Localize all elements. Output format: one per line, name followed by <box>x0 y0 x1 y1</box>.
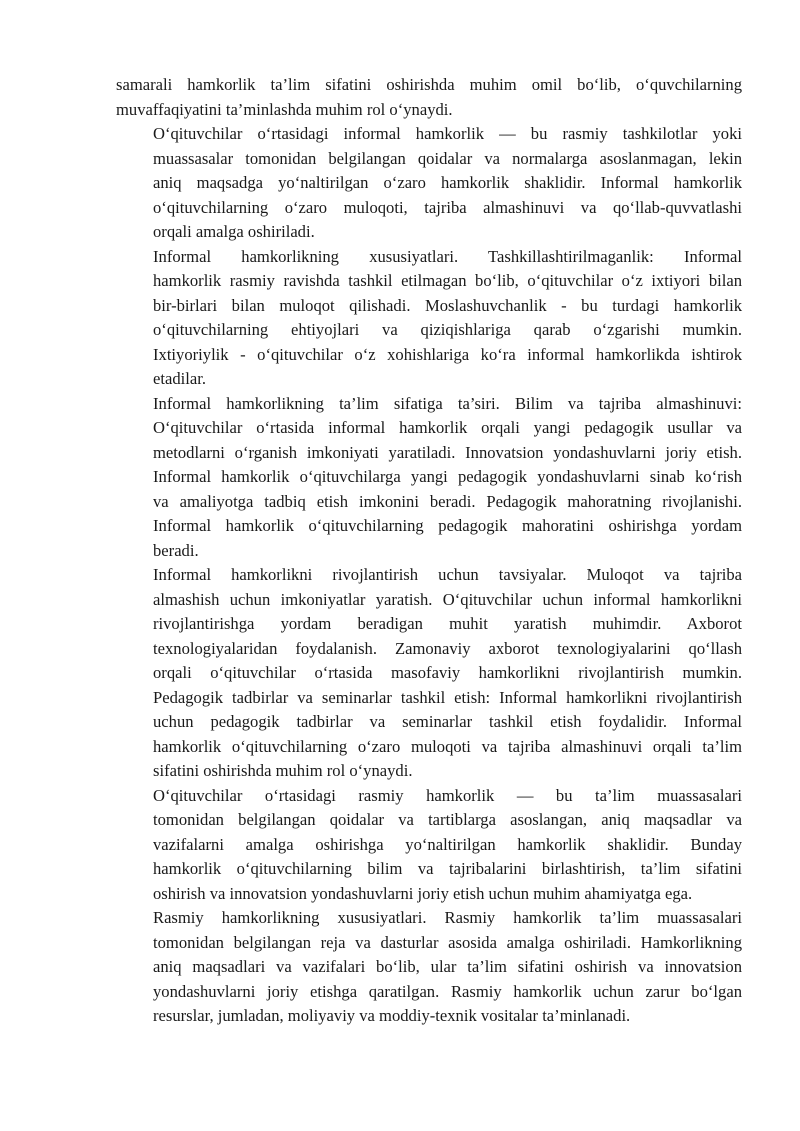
paragraph <box>116 245 742 392</box>
paragraph <box>116 122 742 245</box>
text-line: oshirish va innovatsion yondashuvlarni joriy etish uchun muhim ahamiyatga ega. <box>153 883 693 903</box>
paragraph <box>116 563 742 784</box>
text-line: samarali hamkorlik ta’lim sifatini oshirishda muhim omil bo‘lib, o‘quvchilarning <box>116 75 742 94</box>
text-line: bir-birlari bilan muloqot qilishadi. Moslashuvchanlik - bu turdagi hamkorlik <box>153 295 742 315</box>
text-line: tomonidan belgilangan reja va dasturlar asosida amalga oshiriladi. Hamkorlikning <box>153 932 742 952</box>
text-line: o‘qituvchilarning ehtiyojlari va qiziqishlariga qarab o‘zgarishi mumkin. <box>153 320 742 339</box>
text-line: tomonidan belgilangan qoidalar va tartiblarga asoslangan, aniq maqsadlar va <box>153 810 742 829</box>
text-line: hamkorlik rasmiy ravishda tashkil etilmagan bo‘lib, o‘qituvchilar o‘z ixtiyori bilan <box>153 271 742 290</box>
text-line: Pedagogik tadbirlar va seminarlar tashkil etish: Informal hamkorlikni rivojlantirish <box>153 687 742 707</box>
text-line: metodlarni o‘rganish imkoniyati yaratiladi. Innovatsion yondashuvlarni joriy etish. <box>153 442 742 462</box>
text-line: hamkorlik o‘qituvchilarning bilim va tajribalarini birlashtirish, ta’lim sifatini <box>153 859 742 878</box>
text-line: Informal hamkorlik o‘qituvchilarning pedagogik mahoratini oshirishga yordam <box>153 516 742 535</box>
text-line: beradi. <box>153 540 199 560</box>
text-line: O‘qituvchilar o‘rtasidagi informal hamkorlik — bu rasmiy tashkilotlar yoki <box>153 124 742 143</box>
text-line: Ixtiyoriylik - o‘qituvchilar o‘z xohishlariga ko‘ra informal hamkorlikda ishtirok <box>153 344 742 364</box>
text-line: hamkorlik o‘qituvchilarning o‘zaro muloqoti va tajriba almashinuvi orqali ta’lim <box>153 736 742 756</box>
text-line: resurslar, jumladan, moliyaviy va moddiy-texnik vositalar ta’minlanadi. <box>153 1006 631 1025</box>
document-page <box>116 73 742 1029</box>
text-line: O‘qituvchilar o‘rtasidagi rasmiy hamkorlik — bu ta’lim muassasalari <box>153 785 742 805</box>
text-line: muassasalar tomonidan belgilangan qoidalar va normalarga asoslanmagan, lekin <box>153 148 742 168</box>
text-line: rivojlantirishga yordam beradigan muhit yaratish muhimdir. Axborot <box>153 614 742 633</box>
paragraph <box>116 392 742 564</box>
text-line: sifatini oshirishda muhim rol o‘ynaydi. <box>153 761 413 780</box>
text-line: orqali amalga oshiriladi. <box>153 222 315 241</box>
text-line: Informal hamkorlikning xususiyatlari. Tashkillashtirilmaganlik: Informal <box>153 246 742 266</box>
text-line: muvaffaqiyatini ta’minlashda muhim rol o‘ynaydi. <box>116 99 453 119</box>
text-line: aniq maqsadlari va vazifalari bo‘lib, ular ta’lim sifatini oshirish va innovatsion <box>153 957 742 976</box>
text-line: va amaliyotga tadbiq etish imkonini beradi. Pedagogik mahoratning rivojlanishi. <box>153 491 742 511</box>
text-line: O‘qituvchilar o‘rtasida informal hamkorlik orqali yangi pedagogik usullar va <box>153 418 742 437</box>
text-line: orqali o‘qituvchilar o‘rtasida masofaviy hamkorlikni rivojlantirish mumkin. <box>153 663 742 682</box>
text-line: Informal hamkorlikning ta’lim sifatiga ta’siri. Bilim va tajriba almashinuvi: <box>153 393 742 413</box>
text-line: Informal hamkorlikni rivojlantirish uchun tavsiyalar. Muloqot va tajriba <box>153 565 742 584</box>
text-line: o‘qituvchilarning o‘zaro muloqoti, tajriba almashinuvi va qo‘llab-quvvatlashi <box>153 197 742 217</box>
text-line: uchun pedagogik tadbirlar va seminarlar tashkil etish foydalidir. Informal <box>153 712 742 731</box>
text-line: texnologiyalaridan foydalanish. Zamonaviy axborot texnologiyalarini qo‘llash <box>153 638 742 658</box>
text-line: Rasmiy hamkorlikning xususiyatlari. Rasmiy hamkorlik ta’lim muassasalari <box>153 908 742 927</box>
text-line: almashish uchun imkoniyatlar yaratish. O‘qituvchilar uchun informal hamkorlikni <box>153 589 742 609</box>
text-line: aniq maqsadga yo‘naltirilgan o‘zaro hamkorlik shaklidir. Informal hamkorlik <box>153 173 742 192</box>
paragraph <box>116 906 742 1029</box>
paragraph <box>116 73 742 122</box>
text-line: vazifalarni amalga oshirishga yo‘naltirilgan hamkorlik shaklidir. Bunday <box>153 834 742 854</box>
text-line: Informal hamkorlik o‘qituvchilarga yangi pedagogik yondashuvlarni sinab ko‘rish <box>153 467 742 486</box>
paragraph <box>116 784 742 907</box>
text-line: etadilar. <box>153 369 206 388</box>
text-line: yondashuvlarni joriy etishga qaratilgan. Rasmiy hamkorlik uchun zarur bo‘lgan <box>153 981 742 1001</box>
